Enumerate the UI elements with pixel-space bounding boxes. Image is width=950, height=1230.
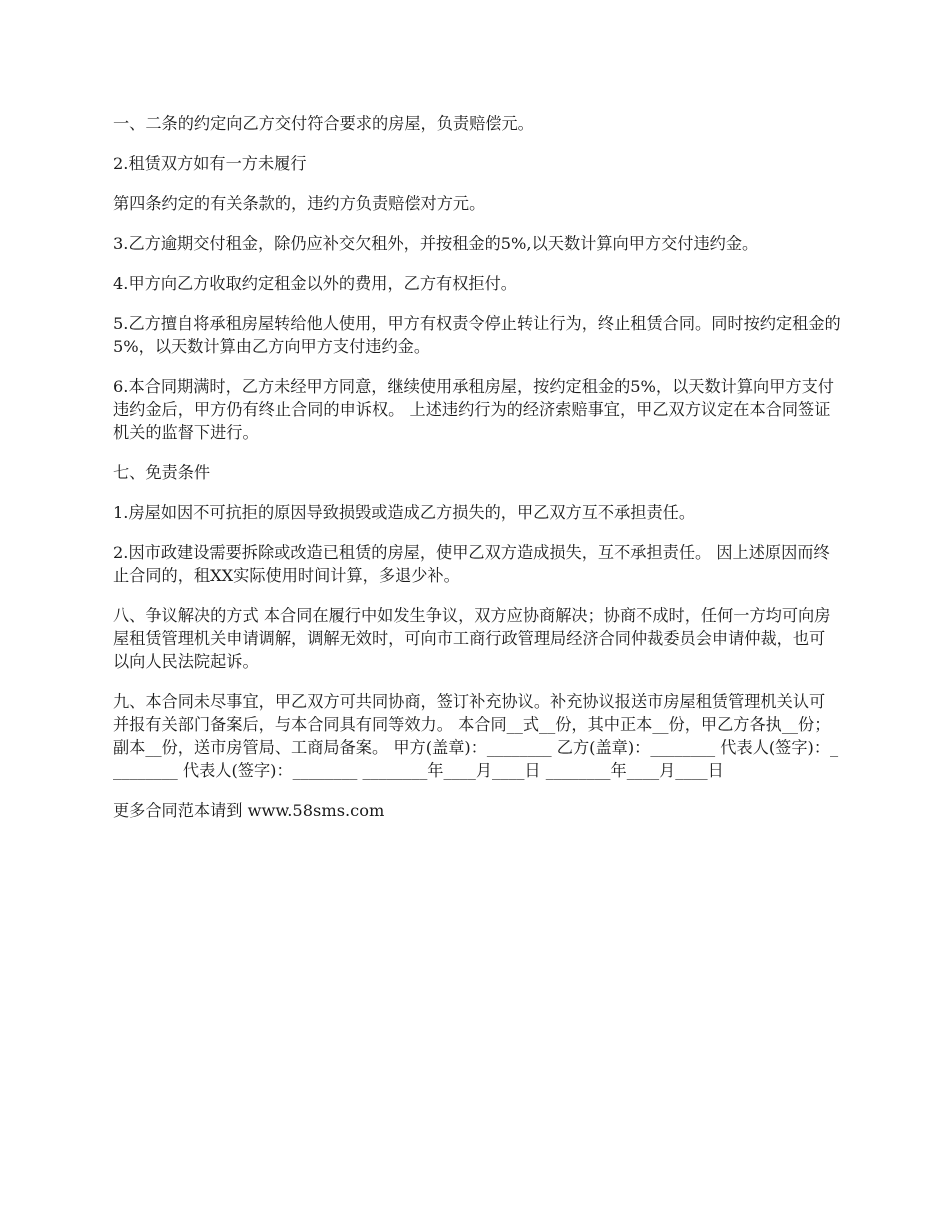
paragraph-miscellaneous-signatures: 九、本合同未尽事宜，甲乙双方可共同协商，签订补充协议。补充协议报送市房屋租赁管理机关认可并报有关部门备案后，与本合同具有同等效力。 本合同__式__份，其中正本__份，甲乙方各执__份；副本__份，送市房管局、工商局备案。 甲方(盖章)：________ 乙方(盖章)：________ 代表人(签字)：_________ 代表人(签字)：________ ________年____月____日 ________年____月____日 <box>113 692 839 780</box>
paragraph-clause-4: 4.甲方向乙方收取约定租金以外的费用，乙方有权拒付。 <box>113 274 517 293</box>
paragraph-clause-4-reference: 第四条约定的有关条款的，违约方负责赔偿对方元。 <box>113 194 486 213</box>
paragraph-clause-2: 2.租赁双方如有一方未履行 <box>113 154 307 173</box>
paragraph-exemption-2: 2.因市政建设需要拆除或改造已租赁的房屋，使甲乙双方造成损失，互不承担责任。 因上述原因而终止合同的，租XX实际使用时间计算，多退少补。 <box>113 543 830 585</box>
section-heading-exemption: 七、免责条件 <box>113 463 211 482</box>
paragraph-clause-6: 6.本合同期满时，乙方未经甲方同意，继续使用承租房屋，按约定租金的5%，以天数计算向甲方支付违约金后，甲方仍有终止合同的申诉权。 上述违约行为的经济索赔事宜，甲乙双方议定在本合同签证机关的监督下进行。 <box>113 377 834 442</box>
footer-more-templates: 更多合同范本请到 www.58sms.com <box>113 801 385 820</box>
paragraph-clause-5: 5.乙方擅自将承租房屋转给他人使用，甲方有权责令停止转让行为，终止租赁合同。同时按约定租金的5%，以天数计算由乙方向甲方支付违约金。 <box>113 314 841 356</box>
paragraph-exemption-1: 1.房屋如因不可抗拒的原因导致损毁或造成乙方损失的，甲乙双方互不承担责任。 <box>113 503 696 522</box>
document-page <box>113 112 841 839</box>
paragraph-clause-1-heading: 一、二条的约定向乙方交付符合要求的房屋，负责赔偿元。 <box>113 114 534 133</box>
paragraph-dispute-resolution: 八、争议解决的方式 本合同在履行中如发生争议，双方应协商解决；协商不成时，任何一方均可向房屋租赁管理机关申请调解，调解无效时，可向市工商行政管理局经济合同仲裁委员会申请仲裁，也可以向人民法院起诉。 <box>113 606 831 671</box>
paragraph-clause-3: 3.乙方逾期交付租金，除仍应补交欠租外，并按租金的5%,以天数计算向甲方交付违约金。 <box>113 234 759 253</box>
